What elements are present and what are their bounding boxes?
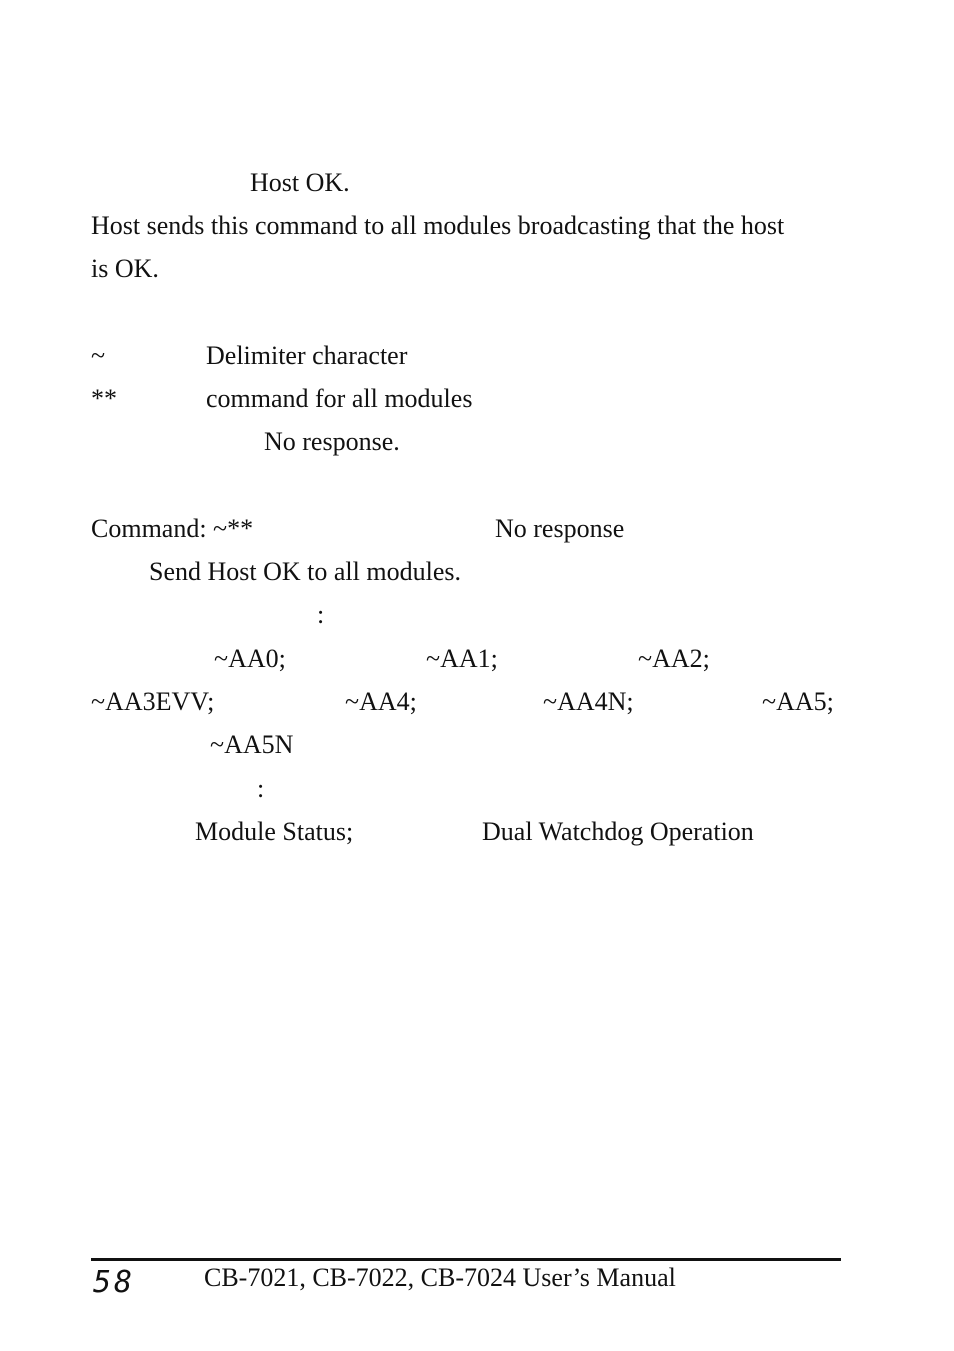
example-response: No response: [495, 514, 625, 543]
related-command-aa4n: ~AA4N;: [543, 687, 634, 716]
response-text: No response.: [264, 427, 400, 456]
related-command-aa0: ~AA0;: [214, 644, 286, 673]
example-note: Send Host OK to all modules.: [149, 557, 461, 586]
related-command-aa1: ~AA1;: [426, 644, 498, 673]
page-number: 58: [93, 1265, 136, 1300]
related-command-aa4: ~AA4;: [345, 687, 417, 716]
description-line-1: Host sends this command to all modules broadcasting that the host: [91, 211, 785, 240]
syntax-meaning-delimiter: Delimiter character: [206, 341, 408, 370]
syntax-symbol-delimiter: ~: [91, 341, 106, 370]
related-topic-dual-watchdog: Dual Watchdog Operation: [482, 817, 754, 846]
section-title: Host OK.: [250, 168, 350, 197]
syntax-symbol-command: **: [91, 384, 117, 413]
related-command-aa5: ~AA5;: [762, 687, 834, 716]
related-command-aa5n: ~AA5N: [210, 730, 294, 759]
related-commands-colon: :: [317, 600, 325, 629]
example-command: Command: ~**: [91, 514, 254, 543]
related-topics-colon: :: [257, 774, 265, 803]
footer-rule: [91, 1258, 841, 1261]
related-topic-module-status: Module Status;: [195, 817, 354, 846]
related-command-aa2: ~AA2;: [638, 644, 710, 673]
related-command-aa3evv: ~AA3EVV;: [91, 687, 215, 716]
syntax-meaning-command: command for all modules: [206, 384, 473, 413]
description-line-2: is OK.: [91, 254, 159, 283]
footer-manual-title: CB-7021, CB-7022, CB-7024 User’s Manual: [204, 1263, 676, 1292]
